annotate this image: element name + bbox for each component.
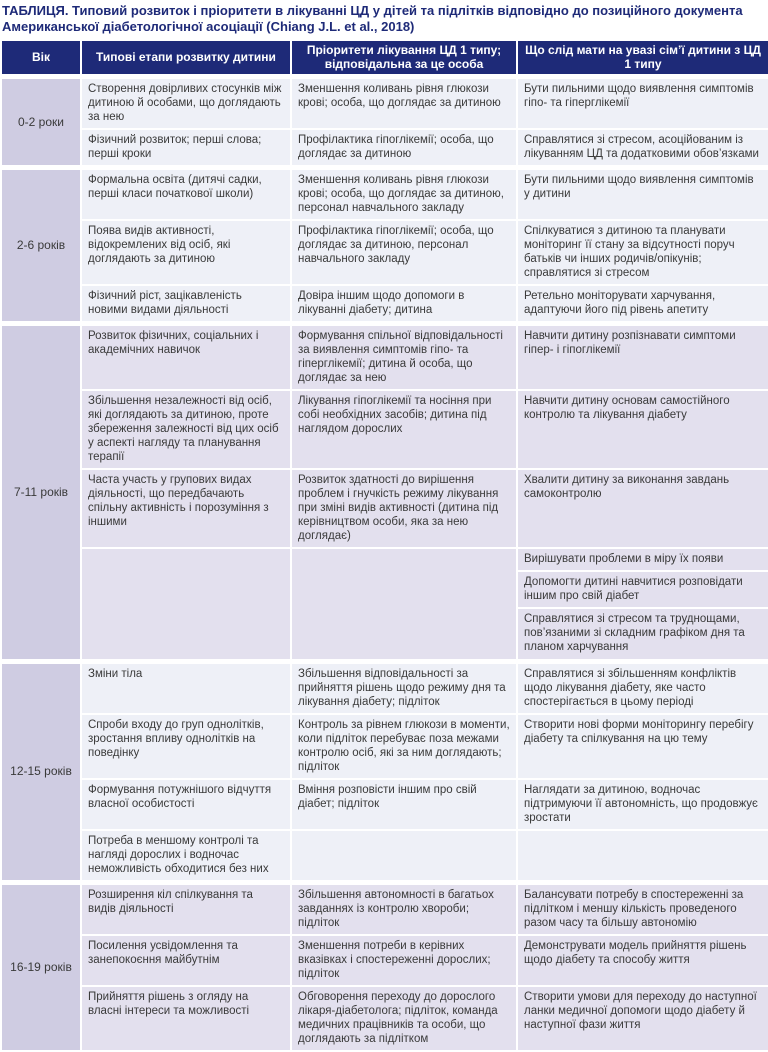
development-cell: Зміни тіла [81,661,291,714]
development-cell-empty [81,548,291,661]
age-cell: 16-19 років [1,882,81,1051]
development-cell: Фізичний розвиток; перші слова; перші кроки [81,129,291,168]
development-cell: Розвиток фізичних, соціальних і академічних навичок [81,324,291,391]
age-cell: 0-2 роки [1,76,81,167]
priorities-cell: Профілактика гіпоглікемії; особа, що доглядає за дитиною, персонал навчального закладу [291,220,517,285]
development-cell: Посилення усвідомлення та занепокоєння майбутнім [81,935,291,986]
family-cell-empty [517,830,768,883]
table-row [1,76,768,129]
family-cell: Справлятися зі стресом, асоційованим із лікуванням ЦД та додатковими обов’язками [517,129,768,168]
priorities-cell: Вміння розповісти іншим про свій діабет; підліток [291,779,517,830]
family-cell: Балансувати потребу в спостереженні за підлітком і меншу кількість проведеного разом часу та більшу автономію [517,882,768,935]
priorities-cell: Розвиток здатності до вирішення проблем і гнучкість режиму лікування при зміні видів активності (дитина під керівництвом особи, яка за нею доглядає) [291,469,517,548]
table-row [1,882,768,935]
table-row [1,830,768,883]
priorities-cell: Збільшення відповідальності за прийняття рішень щодо режиму дня та лікування діабету; підліток [291,661,517,714]
development-cell: Створення довірливих стосунків між дитиною й особами, що доглядають за нею [81,76,291,129]
priorities-cell: Зменшення потреби в керівних вказівках і спостереженні дорослих; підліток [291,935,517,986]
table-title: ТАБЛИЦЯ. Типовий розвиток і пріоритети в лікуванні ЦД у дітей та підлітків відповідно до позиційного документа Американської діабетологічної асоціації (Chiang J.L. et al., 2018) [2,3,743,34]
table-row [1,168,768,221]
table-row [1,220,768,285]
family-cell: Бути пильними щодо виявлення симптомів у дитини [517,168,768,221]
family-cell: Демонструвати модель прийняття рішень щодо діабету та способу життя [517,935,768,986]
family-cell: Хвалити дитину за виконання завдань самоконтролю [517,469,768,548]
family-cell: Спілкуватися з дитиною та планувати моніторинг її стану за відсутності поруч батьків чи інших родичів/опікунів; справлятися зі стресом [517,220,768,285]
table-row [1,324,768,391]
table-row [1,548,768,571]
age-group-16-19 [1,882,768,1051]
table-row [1,935,768,986]
priorities-cell: Контроль за рівнем глюкози в моменти, коли підліток перебуває поза межами контролю осіб, які за ним доглядають; підліток [291,714,517,779]
age-group-2-6 [1,168,768,324]
table-row [1,129,768,168]
family-cell: Ретельно моніторувати харчування, адаптуючи його під рівень апетиту [517,285,768,324]
age-cell: 7-11 років [1,324,81,661]
col-header-development: Типові етапи розвитку дитини [81,40,291,77]
family-cell: Створити умови для переходу до наступної ланки медичної допомоги щодо діабету й наступної фази життя [517,986,768,1051]
table-header [1,40,768,77]
col-header-priorities: Пріоритети лікування ЦД 1 типу; відповідальна за це особа [291,40,517,77]
age-cell: 12-15 років [1,661,81,882]
development-cell: Поява видів активності, відокремлених від осіб, які доглядають за дитиною [81,220,291,285]
development-cell: Розширення кіл спілкування та видів діяльності [81,882,291,935]
age-group-12-15 [1,661,768,882]
priorities-cell: Довіра іншим щодо допомоги в лікуванні діабету; дитина [291,285,517,324]
development-cell: Спроби входу до груп однолітків, зростання впливу однолітків на поведінку [81,714,291,779]
development-cell: Формальна освіта (дитячі садки, перші класи початкової школи) [81,168,291,221]
col-header-age: Вік [1,40,81,77]
priorities-cell: Зменшення коливань рівня глюкози крові; особа, що доглядає за дитиною, персонал навчального закладу [291,168,517,221]
table-row [1,285,768,324]
development-cell: Потреба в меншому контролі та нагляді дорослих і водночас неможливість обходитися без них [81,830,291,883]
col-header-family: Що слід мати на увазі сім’ї дитини з ЦД 1 типу [517,40,768,77]
table-row [1,390,768,469]
table-row [1,779,768,830]
family-cell: Навчити дитину основам самостійного контролю та лікування діабету [517,390,768,469]
priorities-cell: Зменшення коливань рівня глюкози крові; особа, що доглядає за дитиною [291,76,517,129]
family-cell: Бути пильними щодо виявлення симптомів гіпо- та гіперглікемії [517,76,768,129]
priorities-cell-empty [291,830,517,883]
table-row [1,661,768,714]
age-group-7-11 [1,324,768,661]
table-row [1,714,768,779]
priorities-cell-empty [291,548,517,661]
family-cell: Навчити дитину розпізнавати симптоми гіпер- і гіпоглікемії [517,324,768,391]
family-cell: Справлятися зі збільшенням конфліктів щодо лікування діабету, яке часто спостерігається в цьому періоді [517,661,768,714]
family-cell: Вирішувати проблеми в міру їх появи [517,548,768,571]
family-cell: Наглядати за дитиною, водночас підтримуючи її автономність, що продовжує зростати [517,779,768,830]
age-group-0-2 [1,76,768,167]
priorities-cell: Обговорення переходу до дорослого лікаря-діабетолога; підліток, команда медичних працівників та особи, що доглядають за підлітком [291,986,517,1051]
table-row [1,986,768,1051]
age-cell: 2-6 років [1,168,81,324]
family-cell: Справлятися зі стресом та труднощами, пов’язаними зі складним графіком дня та планом харчування [517,608,768,661]
priorities-cell: Лікування гіпоглікемії та носіння при собі необхідних засобів; дитина під наглядом дорослих [291,390,517,469]
table-row [1,469,768,548]
development-cell: Збільшення незалежності від осіб, які доглядають за дитиною, проте збереження залежності від цих осіб у аспекті нагляду та планування терапії [81,390,291,469]
development-priorities-table [0,39,768,1052]
header-row [1,40,768,77]
priorities-cell: Збільшення автономності в багатьох завданнях із контролю хвороби; підліток [291,882,517,935]
development-cell: Прийняття рішень з огляду на власні інтереси та можливості [81,986,291,1051]
development-cell: Часта участь у групових видах діяльності, що передбачають спільну активність і порозуміння з іншими [81,469,291,548]
family-cell: Допомогти дитині навчитися розповідати іншим про свій діабет [517,571,768,608]
family-cell: Створити нові форми моніторингу перебігу діабету та спілкування на цю тему [517,714,768,779]
development-cell: Фізичний ріст, зацікавленість новими видами діяльності [81,285,291,324]
development-cell: Формування потужнішого відчуття власної особистості [81,779,291,830]
priorities-cell: Формування спільної відповідальності за виявлення симптомів гіпо- та гіперглікемії; дитина й особа, що доглядає за нею [291,324,517,391]
priorities-cell: Профілактика гіпоглікемії; особа, що доглядає за дитиною [291,129,517,168]
